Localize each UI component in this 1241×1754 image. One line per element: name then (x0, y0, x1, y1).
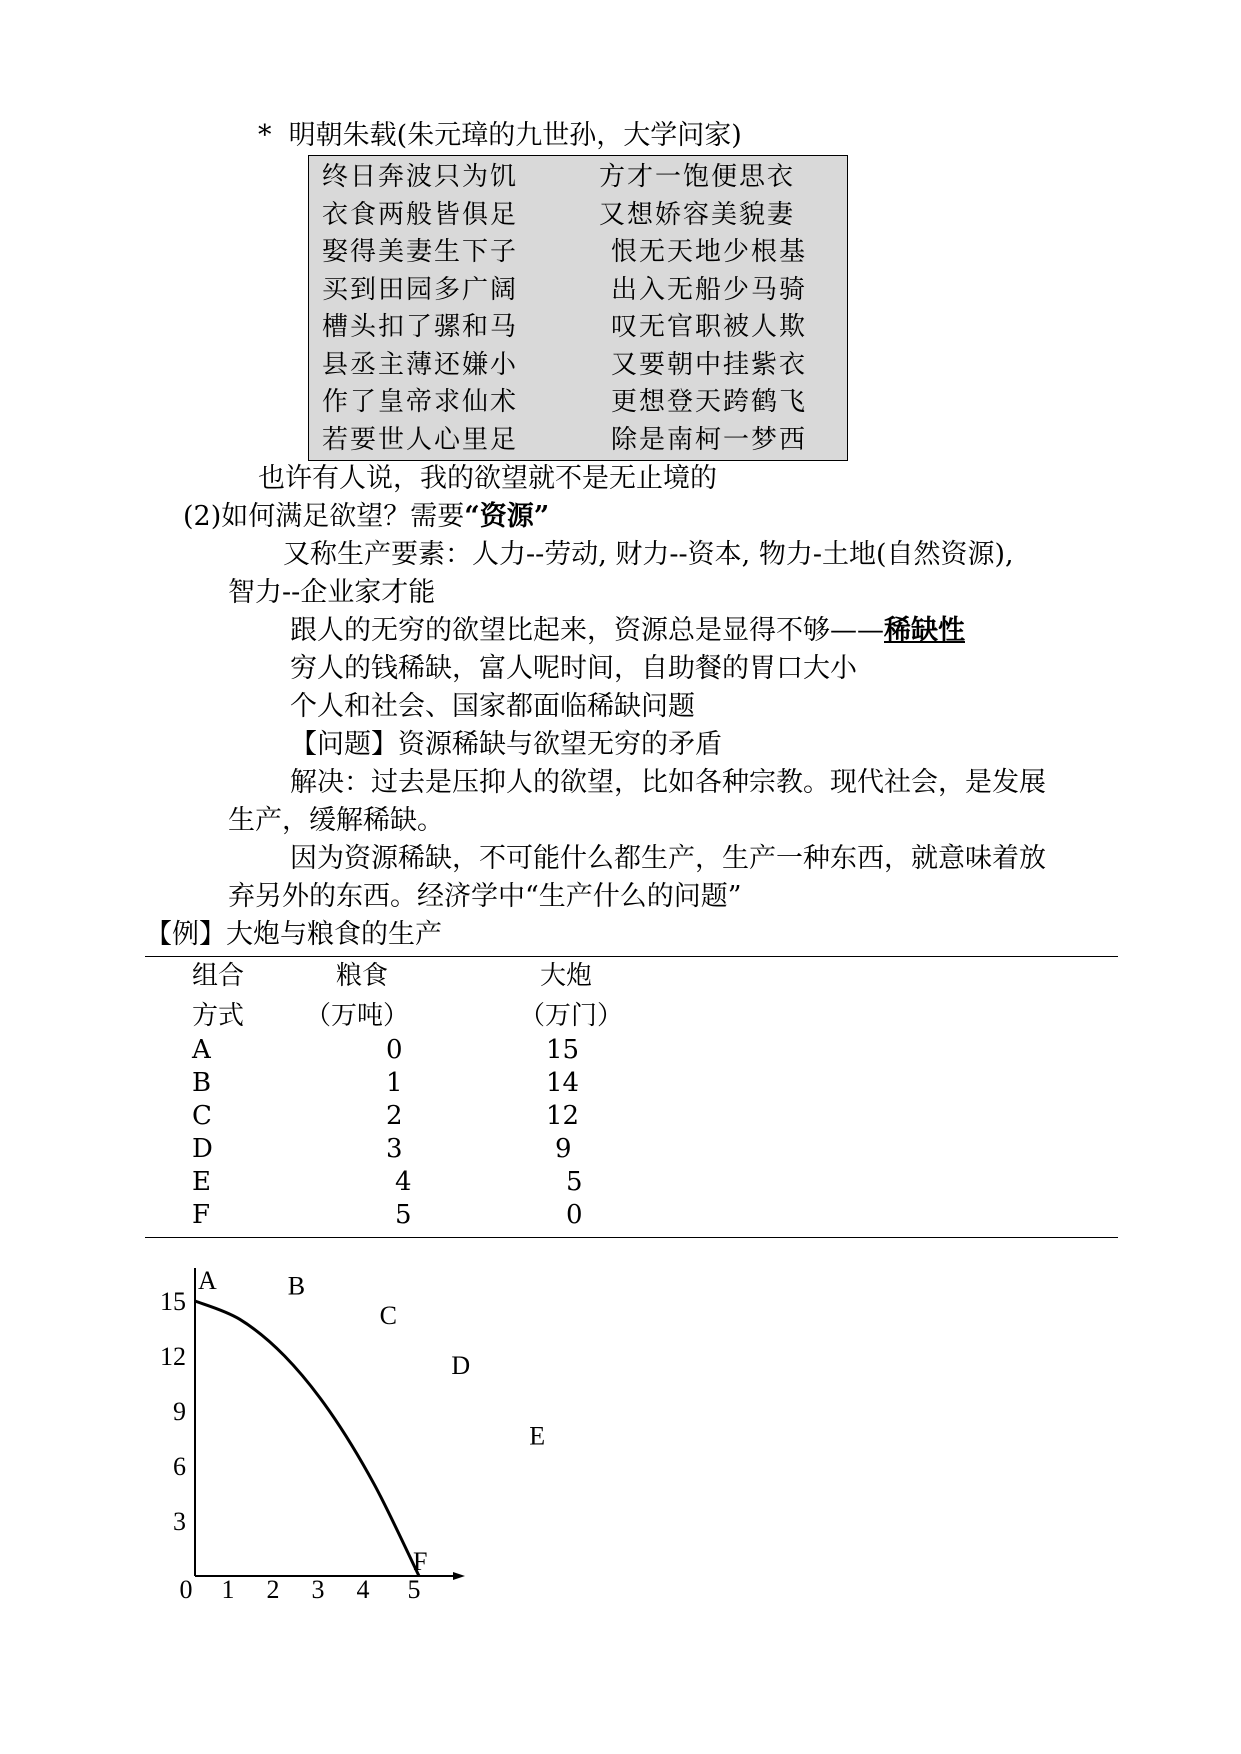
row-food: 0 (386, 1035, 403, 1065)
row-combo: C (192, 1101, 212, 1131)
x-axis-arrow (453, 1572, 465, 1580)
x-tick-label: 0 (179, 1575, 193, 1604)
row-combo: D (192, 1134, 213, 1164)
row-guns: 5 (566, 1167, 583, 1197)
x-tick-label: 3 (311, 1575, 325, 1604)
point-label-c: C (379, 1301, 397, 1330)
poem-line-left: 作了皇帝求仙术 (322, 387, 519, 417)
paragraph-7: 【问题】资源稀缺与欲望无穷的矛盾 (290, 729, 722, 760)
paragraph-8-line-1: 解决：过去是压抑人的欲望，比如各种宗教。现代社会，是发展 (290, 767, 1046, 798)
section-2-bold: “资源” (464, 501, 550, 532)
header-guns-line2: （万门） (519, 1001, 624, 1031)
example-title: 【例】大炮与粮食的生产 (145, 919, 442, 950)
y-tick-label: 9 (173, 1397, 186, 1426)
header-food-line1: 粮食 (336, 961, 389, 991)
row-guns: 12 (546, 1101, 580, 1131)
poem-line-right: 又想娇容美貌妻 (599, 199, 796, 230)
ppf-curve (195, 1301, 419, 1576)
y-tick-label: 3 (173, 1507, 186, 1536)
row-combo: A (192, 1035, 211, 1065)
header-combo-line2: 方式 (192, 1001, 245, 1031)
poem-line-left: 娶得美妻生下子 (322, 237, 519, 267)
y-tick-label: 12 (160, 1342, 186, 1371)
row-food: 1 (386, 1068, 403, 1098)
x-tick-label: 4 (356, 1575, 370, 1604)
row-guns: 14 (546, 1068, 580, 1098)
row-combo: B (192, 1068, 212, 1098)
paragraph-6: 个人和社会、国家都面临稀缺问题 (290, 691, 695, 722)
point-label-b: B (287, 1271, 306, 1301)
paragraph-1: 也许有人说，我的欲望就不是无止境的 (258, 463, 717, 494)
poem-line-left: 衣食两般皆俱足 (322, 199, 519, 230)
paragraph-9-line-1: 因为资源稀缺，不可能什么都生产，生产一种东西，就意味着放 (290, 843, 1046, 874)
poem-line-left: 县丞主薄还嫌小 (322, 349, 519, 380)
section-2-prefix: (2)如何满足欲望？需要 (183, 501, 465, 532)
x-tick-label: 1 (221, 1575, 235, 1604)
row-food: 4 (395, 1167, 412, 1197)
paragraph-3-line-1: 又称生产要素：人力--劳动, 财力--资本, 物力-土地(自然资源), (283, 539, 1014, 570)
y-tick-label: 15 (160, 1287, 186, 1316)
point-label-d: D (451, 1351, 471, 1380)
point-label-a: A (198, 1266, 217, 1295)
row-food: 3 (386, 1134, 403, 1164)
poem-line-right: 除是南柯一梦西 (611, 424, 808, 455)
x-tick-label: 2 (266, 1575, 280, 1604)
poem-line-left: 买到田园多广阔 (322, 274, 519, 305)
poem-line-left: 槽头扣了骡和马 (322, 312, 519, 342)
row-combo: F (192, 1200, 211, 1230)
poem-line-right: 恨无天地少根基 (611, 237, 808, 267)
row-guns: 0 (566, 1200, 583, 1230)
poem-line-right: 又要朝中挂紫衣 (611, 349, 808, 380)
row-guns: 15 (546, 1035, 580, 1065)
poem-line-right: 出入无船少马骑 (611, 274, 808, 305)
paragraph-8-line-2: 生产，缓解稀缺。 (228, 805, 444, 836)
header-food-line2: （万吨） (305, 1001, 410, 1031)
paragraph-3-line-2: 智力--企业家才能 (228, 577, 436, 608)
header-guns-line1: 大炮 (540, 961, 593, 991)
point-label-f: F (413, 1547, 428, 1576)
poem-line-right: 叹无官职被人欺 (611, 312, 808, 342)
x-tick-label: 5 (407, 1575, 421, 1604)
poem-line-left: 终日奔波只为饥 (322, 162, 519, 192)
paragraph-5: 穷人的钱稀缺，富人呢时间，自助餐的胃口大小 (290, 653, 857, 684)
point-label-e: E (529, 1421, 546, 1451)
y-tick-label: 6 (173, 1452, 186, 1481)
poem-line-right: 方才一饱便思衣 (599, 162, 796, 192)
row-food: 5 (395, 1200, 412, 1230)
poem-line-left: 若要世人心里足 (322, 424, 519, 455)
paragraph-9-line-2: 弃另外的东西。经济学中“生产什么的问题” (228, 881, 742, 912)
row-food: 2 (386, 1101, 403, 1131)
scarcity-term: 稀缺性 (884, 615, 965, 646)
header-combo-line1: 组合 (192, 961, 245, 991)
poem-line-right: 更想登天跨鹤飞 (611, 387, 808, 417)
author-heading: * 明朝朱载(朱元璋的九世孙，大学问家) (258, 120, 742, 151)
row-combo: E (192, 1167, 211, 1197)
paragraph-4-text: 跟人的无穷的欲望比起来，资源总是显得不够—— (290, 615, 884, 646)
row-guns: 9 (555, 1134, 572, 1164)
